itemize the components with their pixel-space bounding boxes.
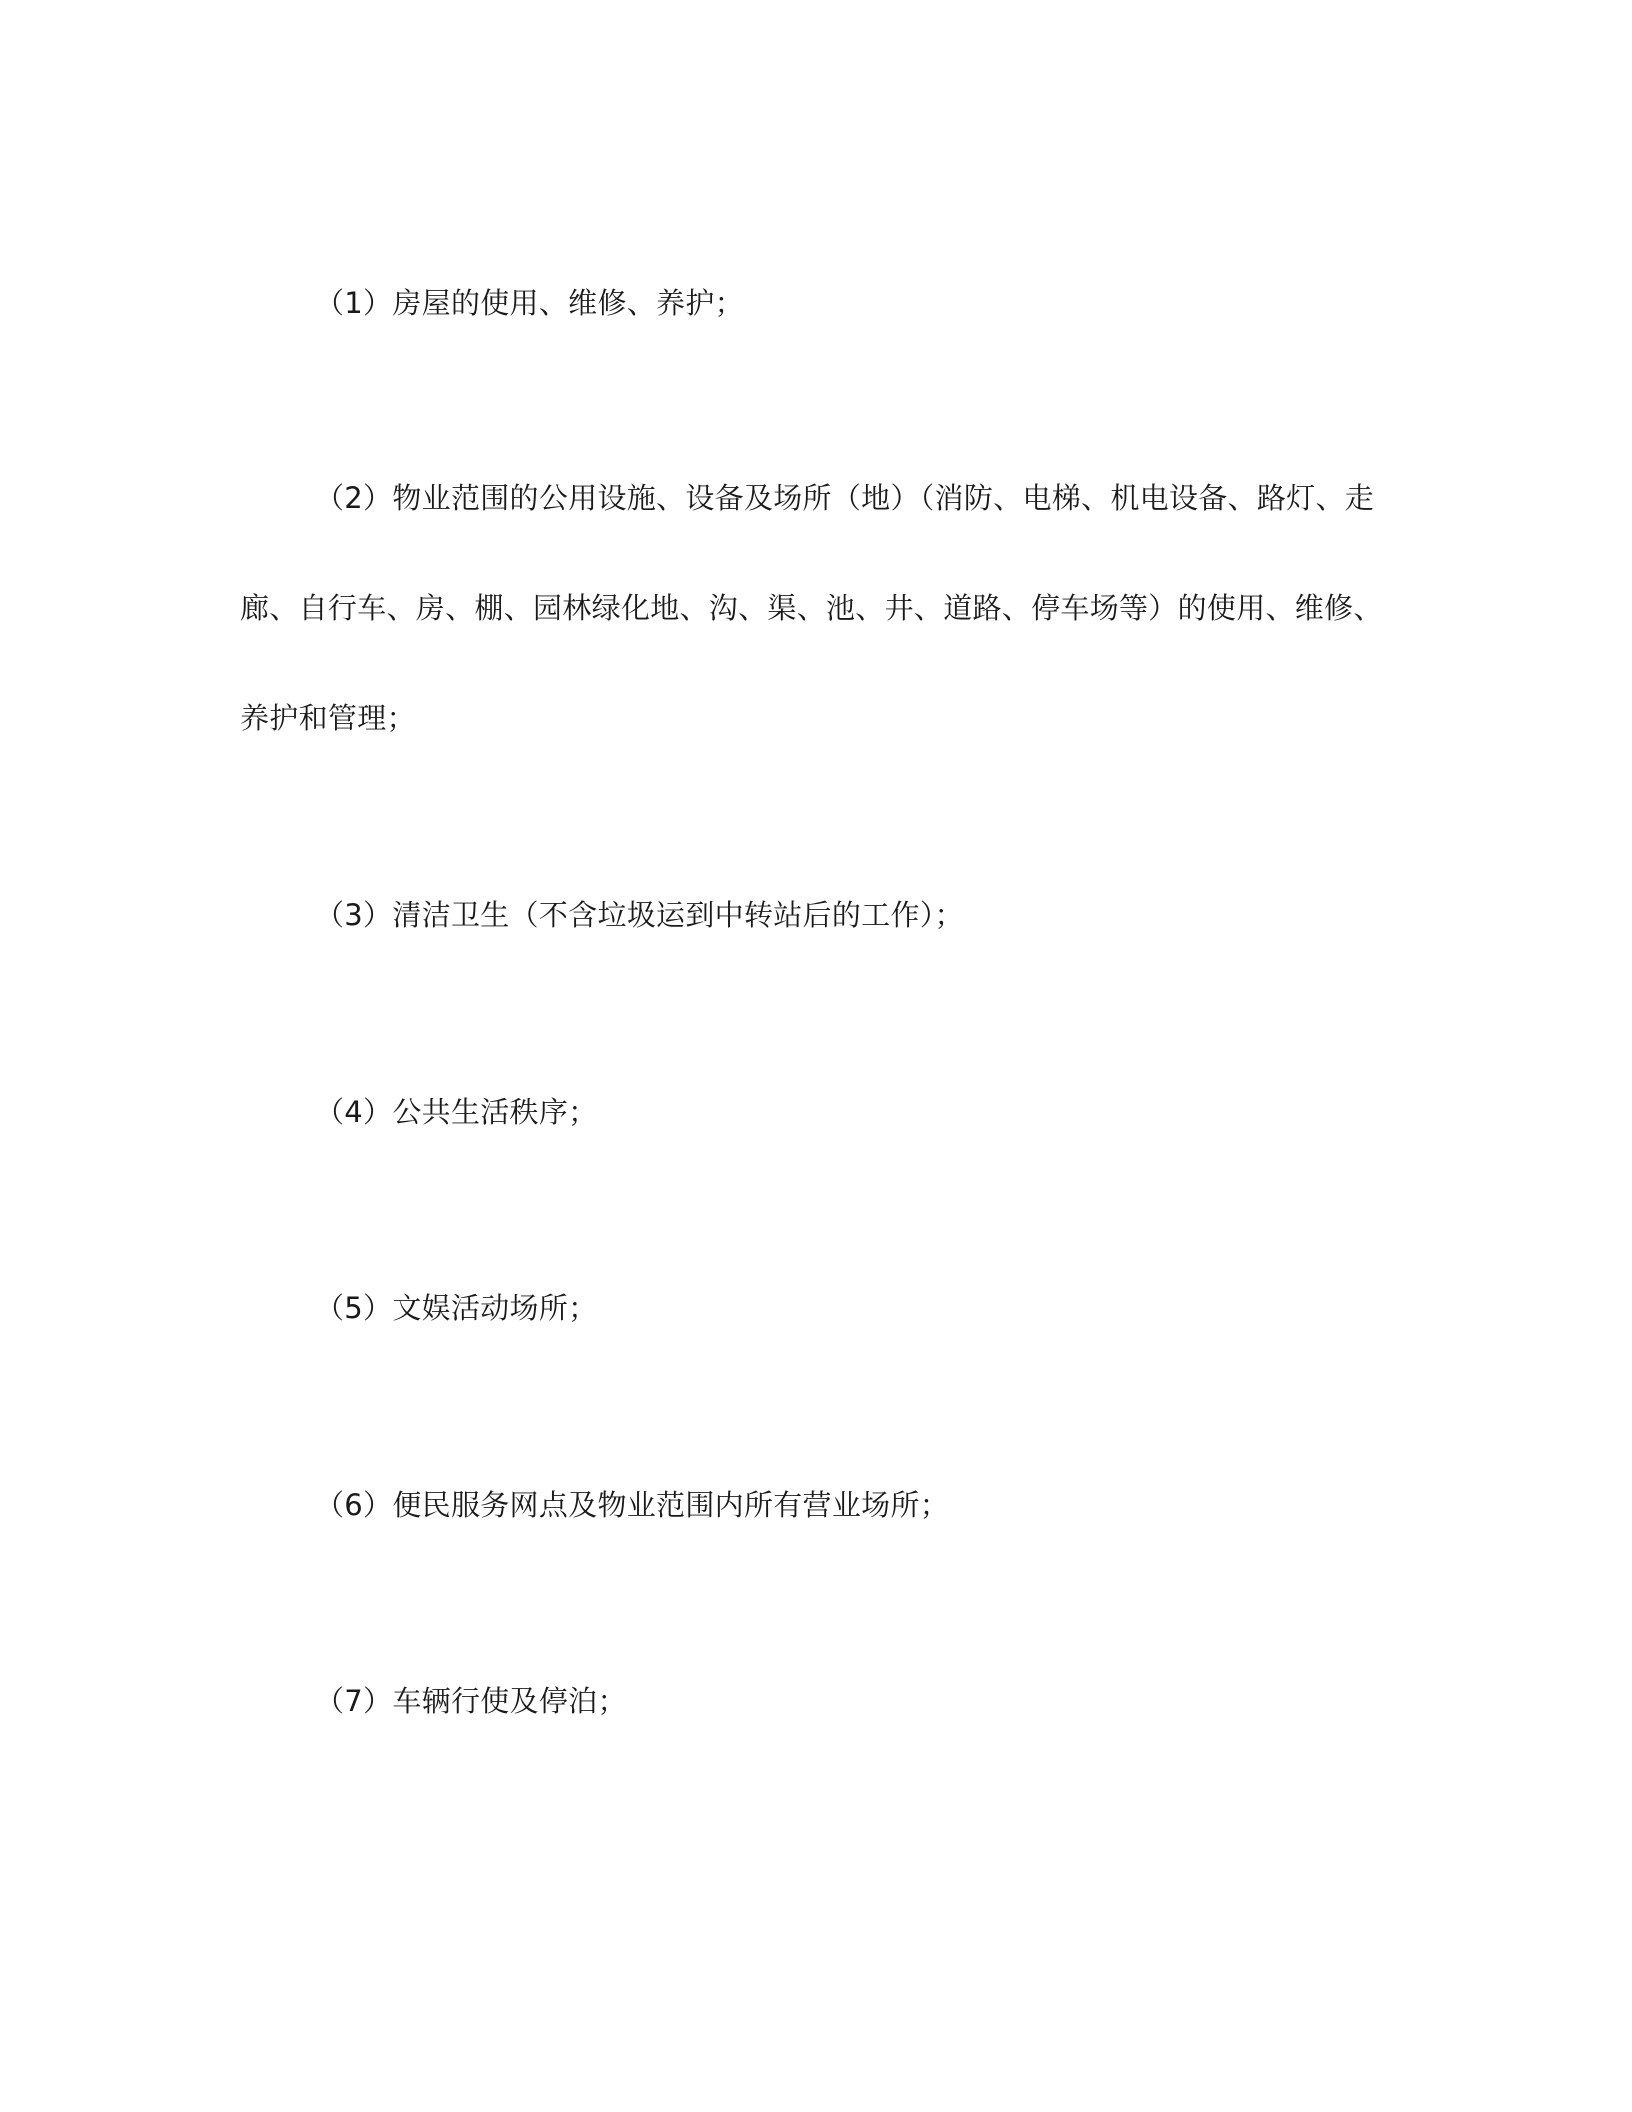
list-item-2: （2）物业范围的公用设施、设备及场所（地）（消防、电梯、机电设备、路灯、走廊、自行车、房、棚、园林绿化地、沟、渠、池、井、道路、停车场等）的使用、维修、养护和管理； [240,481,1383,735]
list-item-5: （5）文娱活动场所； [315,1291,598,1325]
list-item-4: （4）公共生活秩序； [315,1095,598,1129]
list-item-3: （3）清洁卫生（不含垃圾运到中转站后的工作）； [315,898,964,932]
list-item-1: （1）房屋的使用、维修、养护； [315,286,744,320]
list-item-7: （7）车辆行使及停泊； [315,1684,627,1718]
list-item-6: （6）便民服务网点及物业范围内所有营业场所； [315,1488,950,1522]
